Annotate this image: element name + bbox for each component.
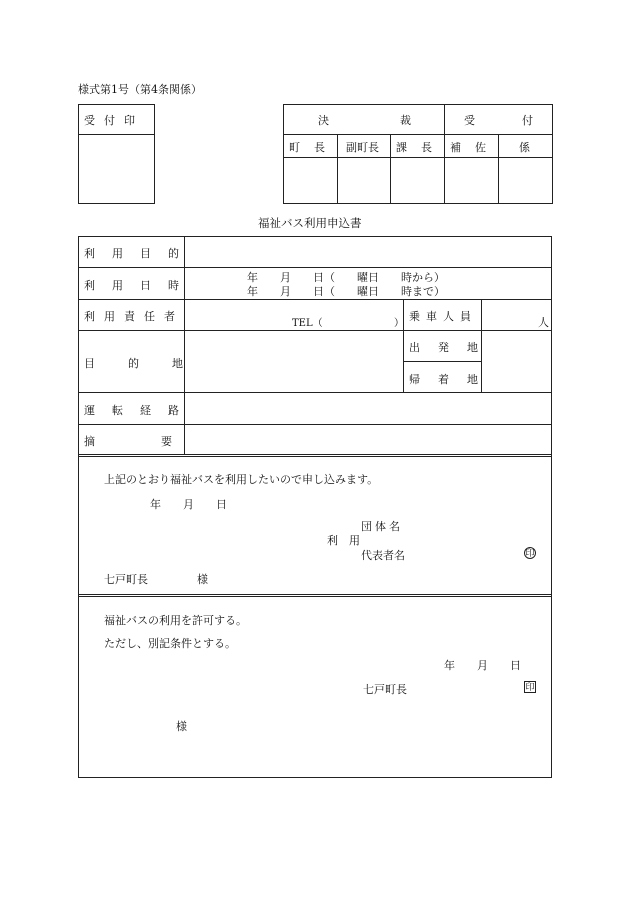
applicant-seal-mark: 印 [525,549,535,559]
label-purpose: 利用目的 [84,247,196,260]
group-name-label: 団体名 [361,520,403,533]
application-statement: 上記のとおり福祉バスを利用したいので申し込みます。 [104,473,379,486]
tel-close: ） [394,318,404,329]
label-summary: 摘要 [84,435,238,448]
document-title: 福祉バス利用申込書 [258,216,362,230]
addressee-sama: 様 [197,573,208,586]
addressee-town-mayor: 七戸町長 [104,573,148,586]
application-date: 年 月 日 [150,498,227,511]
issuer-seal-mark: 印 [525,683,535,693]
passengers-unit: 人 [538,316,549,329]
label-datetime: 利用日時 [84,279,196,292]
approval-col-kakari: 係 [519,141,530,154]
approval-col-kacho: 課長 [396,141,446,154]
permission-line-1: 福祉バスの利用を許可する。 [104,614,247,627]
label-route: 運転経路 [84,404,196,417]
permission-line-2: ただし、別記条件とする。 [104,637,236,650]
approval-col-chocho: 町長 [289,141,339,154]
permission-date: 年 月 日 [444,659,521,672]
uketsuke-char-1: 受 [464,114,475,127]
permission-sama: 様 [176,720,187,733]
riyo-label: 利 用 [327,534,360,547]
datetime-line-to: 年 月 日（ 曜日 時まで） [247,285,445,298]
form-number: 様式第1号（第4条関係） [78,83,202,96]
representative-label: 代表者名 [361,549,405,562]
label-passengers: 乗車人員 [409,310,477,323]
tel-label: TEL（ [292,318,323,329]
approval-col-hosa: 補佐 [450,141,500,154]
approval-col-fukuchocho: 副町長 [346,141,379,154]
label-destination: 目的地 [84,357,216,370]
kessai-char-1: 決 [318,114,329,127]
reception-label: 受付印 [84,114,144,127]
datetime-line-from: 年 月 日（ 曜日 時から） [247,271,445,284]
label-responsible: 利用責任者 [84,310,184,323]
label-departure: 出発地 [409,341,496,354]
kessai-char-2: 裁 [400,114,411,127]
permission-issuer: 七戸町長 [363,683,407,696]
label-return: 帰着地 [409,373,496,386]
uketsuke-char-2: 付 [522,114,533,127]
